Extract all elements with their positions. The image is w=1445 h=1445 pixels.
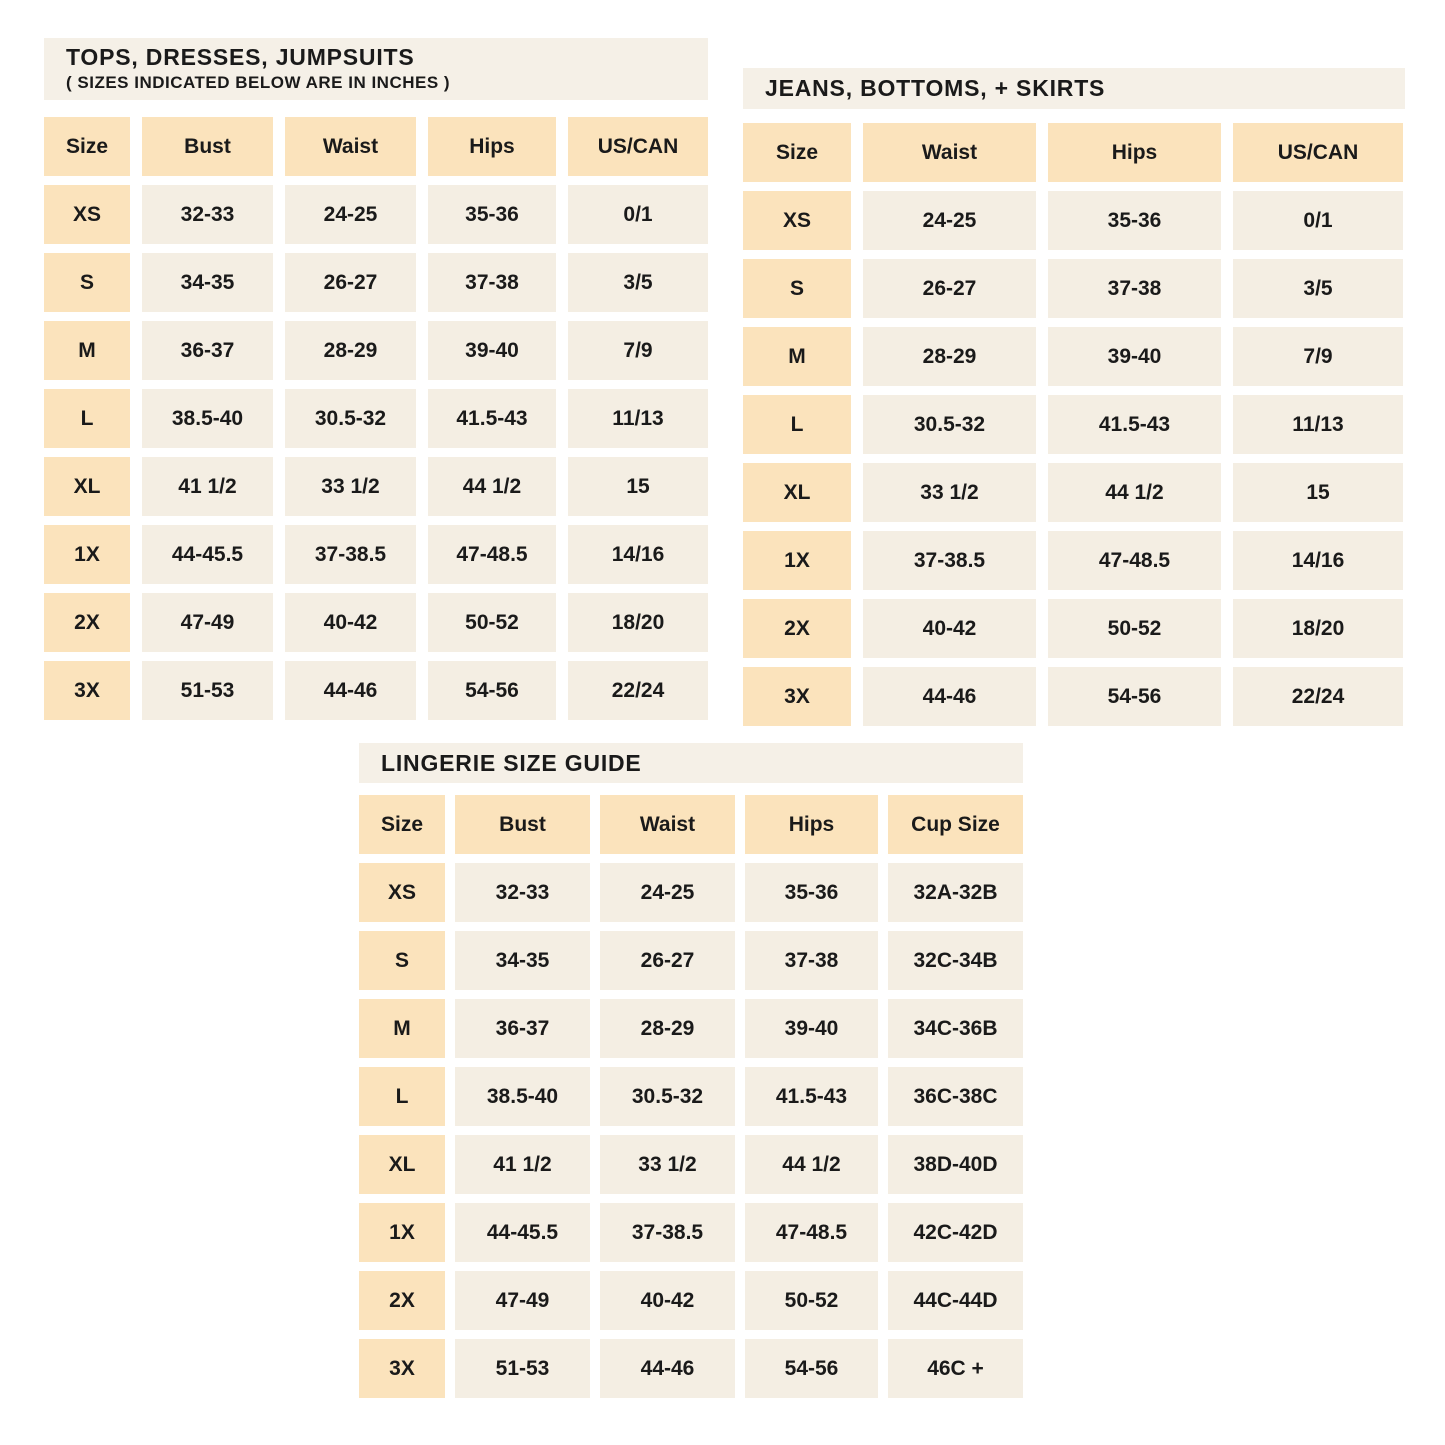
jeans-s-hips: 37-38 xyxy=(1048,259,1221,318)
tops-2x-waist: 40-42 xyxy=(285,593,416,652)
jeans-col-header-size: Size xyxy=(743,123,851,182)
tops-3x-us-can: 22/24 xyxy=(568,661,708,720)
tops-xl-hips: 44 1/2 xyxy=(428,457,556,516)
jeans-1x-waist: 37-38.5 xyxy=(863,531,1036,590)
tops-3x-waist: 44-46 xyxy=(285,661,416,720)
lingerie-col-header-hips: Hips xyxy=(745,795,878,854)
jeans-col-header-waist: Waist xyxy=(863,123,1036,182)
lingerie-xs-bust: 32-33 xyxy=(455,863,590,922)
lingerie-l-bust: 38.5-40 xyxy=(455,1067,590,1126)
jeans-xs-hips: 35-36 xyxy=(1048,191,1221,250)
jeans-xl-hips: 44 1/2 xyxy=(1048,463,1221,522)
tops-l-waist: 30.5-32 xyxy=(285,389,416,448)
tops-m-us-can: 7/9 xyxy=(568,321,708,380)
jeans-2x-us-can: 18/20 xyxy=(1233,599,1403,658)
jeans-xs-waist: 24-25 xyxy=(863,191,1036,250)
tops-table-grid xyxy=(44,117,708,720)
tops-l-bust: 38.5-40 xyxy=(142,389,273,448)
jeans-l-hips: 41.5-43 xyxy=(1048,395,1221,454)
tops-l-us-can: 11/13 xyxy=(568,389,708,448)
tops-table-subtitle: ( SIZES INDICATED BELOW ARE IN INCHES ) xyxy=(66,73,451,93)
lingerie-m-size: M xyxy=(359,999,445,1058)
jeans-xl-us-can: 15 xyxy=(1233,463,1403,522)
tops-2x-bust: 47-49 xyxy=(142,593,273,652)
lingerie-xs-waist: 24-25 xyxy=(600,863,735,922)
jeans-xs-size: XS xyxy=(743,191,851,250)
jeans-1x-hips: 47-48.5 xyxy=(1048,531,1221,590)
lingerie-2x-size: 2X xyxy=(359,1271,445,1330)
lingerie-1x-hips: 47-48.5 xyxy=(745,1203,878,1262)
tops-3x-size: 3X xyxy=(44,661,130,720)
tops-m-hips: 39-40 xyxy=(428,321,556,380)
lingerie-m-cup-size: 34C-36B xyxy=(888,999,1023,1058)
jeans-l-us-can: 11/13 xyxy=(1233,395,1403,454)
tops-m-bust: 36-37 xyxy=(142,321,273,380)
lingerie-size-guide-table xyxy=(359,743,1023,1398)
lingerie-table-title-banner xyxy=(359,743,1023,783)
lingerie-table-title: LINGERIE SIZE GUIDE xyxy=(381,749,642,776)
tops-s-waist: 26-27 xyxy=(285,253,416,312)
lingerie-3x-hips: 54-56 xyxy=(745,1339,878,1398)
jeans-m-size: M xyxy=(743,327,851,386)
lingerie-2x-bust: 47-49 xyxy=(455,1271,590,1330)
jeans-2x-waist: 40-42 xyxy=(863,599,1036,658)
lingerie-l-waist: 30.5-32 xyxy=(600,1067,735,1126)
lingerie-m-hips: 39-40 xyxy=(745,999,878,1058)
lingerie-l-cup-size: 36C-38C xyxy=(888,1067,1023,1126)
jeans-xs-us-can: 0/1 xyxy=(1233,191,1403,250)
lingerie-s-size: S xyxy=(359,931,445,990)
lingerie-1x-cup-size: 42C-42D xyxy=(888,1203,1023,1262)
lingerie-3x-size: 3X xyxy=(359,1339,445,1398)
lingerie-s-bust: 34-35 xyxy=(455,931,590,990)
jeans-2x-size: 2X xyxy=(743,599,851,658)
tops-1x-us-can: 14/16 xyxy=(568,525,708,584)
tops-col-header-us-can: US/CAN xyxy=(568,117,708,176)
lingerie-1x-waist: 37-38.5 xyxy=(600,1203,735,1262)
tops-1x-hips: 47-48.5 xyxy=(428,525,556,584)
tops-1x-bust: 44-45.5 xyxy=(142,525,273,584)
tops-s-hips: 37-38 xyxy=(428,253,556,312)
tops-col-header-waist: Waist xyxy=(285,117,416,176)
lingerie-m-bust: 36-37 xyxy=(455,999,590,1058)
tops-l-hips: 41.5-43 xyxy=(428,389,556,448)
jeans-l-waist: 30.5-32 xyxy=(863,395,1036,454)
lingerie-s-hips: 37-38 xyxy=(745,931,878,990)
tops-2x-hips: 50-52 xyxy=(428,593,556,652)
jeans-s-waist: 26-27 xyxy=(863,259,1036,318)
tops-xl-us-can: 15 xyxy=(568,457,708,516)
tops-m-waist: 28-29 xyxy=(285,321,416,380)
tops-l-size: L xyxy=(44,389,130,448)
lingerie-1x-size: 1X xyxy=(359,1203,445,1262)
tops-m-size: M xyxy=(44,321,130,380)
jeans-table-title: JEANS, BOTTOMS, + SKIRTS xyxy=(765,75,1106,102)
tops-col-header-hips: Hips xyxy=(428,117,556,176)
tops-2x-us-can: 18/20 xyxy=(568,593,708,652)
jeans-3x-hips: 54-56 xyxy=(1048,667,1221,726)
jeans-3x-waist: 44-46 xyxy=(863,667,1036,726)
lingerie-xl-size: XL xyxy=(359,1135,445,1194)
tops-xs-hips: 35-36 xyxy=(428,185,556,244)
tops-s-us-can: 3/5 xyxy=(568,253,708,312)
lingerie-xl-bust: 41 1/2 xyxy=(455,1135,590,1194)
jeans-m-waist: 28-29 xyxy=(863,327,1036,386)
lingerie-xs-size: XS xyxy=(359,863,445,922)
lingerie-s-cup-size: 32C-34B xyxy=(888,931,1023,990)
tops-s-bust: 34-35 xyxy=(142,253,273,312)
lingerie-m-waist: 28-29 xyxy=(600,999,735,1058)
lingerie-xl-cup-size: 38D-40D xyxy=(888,1135,1023,1194)
jeans-2x-hips: 50-52 xyxy=(1048,599,1221,658)
tops-xs-bust: 32-33 xyxy=(142,185,273,244)
jeans-xl-size: XL xyxy=(743,463,851,522)
jeans-s-size: S xyxy=(743,259,851,318)
tops-col-header-size: Size xyxy=(44,117,130,176)
jeans-table-grid xyxy=(743,123,1405,726)
lingerie-table-grid xyxy=(359,795,1023,1398)
tops-table-title-banner xyxy=(44,38,708,100)
lingerie-xl-waist: 33 1/2 xyxy=(600,1135,735,1194)
lingerie-xs-hips: 35-36 xyxy=(745,863,878,922)
lingerie-col-header-waist: Waist xyxy=(600,795,735,854)
jeans-table-title-banner xyxy=(743,68,1405,109)
tops-1x-waist: 37-38.5 xyxy=(285,525,416,584)
tops-3x-bust: 51-53 xyxy=(142,661,273,720)
tops-xl-bust: 41 1/2 xyxy=(142,457,273,516)
lingerie-col-header-size: Size xyxy=(359,795,445,854)
lingerie-2x-hips: 50-52 xyxy=(745,1271,878,1330)
tops-xl-waist: 33 1/2 xyxy=(285,457,416,516)
lingerie-s-waist: 26-27 xyxy=(600,931,735,990)
lingerie-xl-hips: 44 1/2 xyxy=(745,1135,878,1194)
lingerie-l-size: L xyxy=(359,1067,445,1126)
tops-xl-size: XL xyxy=(44,457,130,516)
tops-3x-hips: 54-56 xyxy=(428,661,556,720)
jeans-m-hips: 39-40 xyxy=(1048,327,1221,386)
jeans-1x-size: 1X xyxy=(743,531,851,590)
tops-dresses-jumpsuits-table xyxy=(44,38,708,720)
tops-xs-waist: 24-25 xyxy=(285,185,416,244)
lingerie-col-header-cup-size: Cup Size xyxy=(888,795,1023,854)
jeans-col-header-hips: Hips xyxy=(1048,123,1221,182)
lingerie-2x-cup-size: 44C-44D xyxy=(888,1271,1023,1330)
jeans-3x-us-can: 22/24 xyxy=(1233,667,1403,726)
jeans-s-us-can: 3/5 xyxy=(1233,259,1403,318)
tops-2x-size: 2X xyxy=(44,593,130,652)
tops-1x-size: 1X xyxy=(44,525,130,584)
lingerie-col-header-bust: Bust xyxy=(455,795,590,854)
jeans-xl-waist: 33 1/2 xyxy=(863,463,1036,522)
tops-table-title: TOPS, DRESSES, JUMPSUITS xyxy=(66,43,415,70)
tops-s-size: S xyxy=(44,253,130,312)
tops-col-header-bust: Bust xyxy=(142,117,273,176)
jeans-1x-us-can: 14/16 xyxy=(1233,531,1403,590)
tops-xs-size: XS xyxy=(44,185,130,244)
jeans-m-us-can: 7/9 xyxy=(1233,327,1403,386)
lingerie-2x-waist: 40-42 xyxy=(600,1271,735,1330)
lingerie-xs-cup-size: 32A-32B xyxy=(888,863,1023,922)
lingerie-3x-bust: 51-53 xyxy=(455,1339,590,1398)
lingerie-l-hips: 41.5-43 xyxy=(745,1067,878,1126)
lingerie-1x-bust: 44-45.5 xyxy=(455,1203,590,1262)
jeans-col-header-us-can: US/CAN xyxy=(1233,123,1403,182)
tops-xs-us-can: 0/1 xyxy=(568,185,708,244)
jeans-l-size: L xyxy=(743,395,851,454)
jeans-3x-size: 3X xyxy=(743,667,851,726)
lingerie-3x-cup-size: 46C + xyxy=(888,1339,1023,1398)
jeans-bottoms-skirts-table xyxy=(743,68,1405,726)
lingerie-3x-waist: 44-46 xyxy=(600,1339,735,1398)
